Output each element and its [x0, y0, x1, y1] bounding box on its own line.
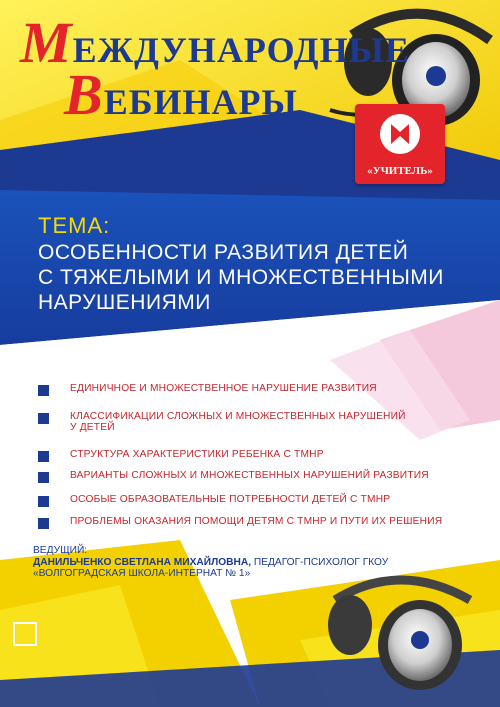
square-bullet-icon — [38, 413, 49, 424]
publisher-prefix: ОТ ИЗДАТЕЛЬСТВА — [216, 146, 341, 160]
square-bullet-icon — [38, 472, 49, 483]
title-initial-m: М — [20, 10, 73, 75]
topic-title — [38, 240, 478, 315]
list-item-text: ПРОБЛЕМЫ ОКАЗАНИЯ ПОМОЩИ ДЕТЯМ С ТМНР И ПУТИ ИХ РЕШЕНИЯ — [70, 516, 443, 527]
list-item-text: СТРУКТУРА ХАРАКТЕРИСТИКИ РЕБЕНКА С ТМНР — [70, 449, 324, 460]
publisher-logo — [355, 104, 445, 184]
topic-label: ТЕМА: — [38, 213, 111, 238]
publisher-emblem-icon — [355, 104, 445, 164]
title-word-1: ЕЖДУНАРОДНЫЕ — [72, 30, 410, 70]
list-item-text: ВАРИАНТЫ СЛОЖНЫХ И МНОЖЕСТВЕННЫХ НАРУШЕНИЙ РАЗВИТИЯ — [70, 470, 429, 481]
presenter-role: ПЕДАГОГ-ПСИХОЛОГ ГКОУ — [251, 556, 389, 568]
list-item-text: У ДЕТЕЙ — [70, 422, 115, 433]
square-bullet-icon — [38, 518, 49, 529]
square-bullet-icon — [38, 496, 49, 507]
list-item-text: КЛАССИФИКАЦИИ СЛОЖНЫХ И МНОЖЕСТВЕННЫХ НАРУШЕНИЙ — [70, 411, 406, 422]
presenter-info — [33, 545, 483, 580]
title-word-2: ЕБИНАРЫ — [103, 82, 298, 122]
presenter-organization: «ВОЛГОГРАДСКАЯ ШКОЛА-ИНТЕРНАТ № 1» — [33, 568, 251, 579]
list-item-text: ЕДИНИЧНОЕ И МНОЖЕСТВЕННОЕ НАРУШЕНИЕ РАЗВИТИЯ — [70, 383, 377, 394]
publisher-logo-text: «УЧИТЕЛЬ» — [367, 165, 433, 177]
presenter-name: ДАНИЛЬЧЕНКО СВЕТЛАНА МИХАЙЛОВНА, — [33, 556, 252, 568]
square-bullet-icon — [38, 385, 49, 396]
topic-line: ОСОБЕННОСТИ РАЗВИТИЯ ДЕТЕЙ — [38, 241, 409, 264]
topic-line: С ТЯЖЕЛЫМИ И МНОЖЕСТВЕННЫМИ — [38, 266, 444, 289]
topic-line: НАРУШЕНИЯМИ — [38, 291, 211, 314]
presenter-label: ВЕДУЩИЙ: — [33, 545, 88, 556]
title-initial-v: В — [64, 62, 104, 127]
square-bullet-icon — [38, 451, 49, 462]
list-item-text: ОСОБЫЕ ОБРАЗОВАТЕЛЬНЫЕ ПОТРЕБНОСТИ ДЕТЕЙ С ТМНР — [70, 494, 391, 505]
